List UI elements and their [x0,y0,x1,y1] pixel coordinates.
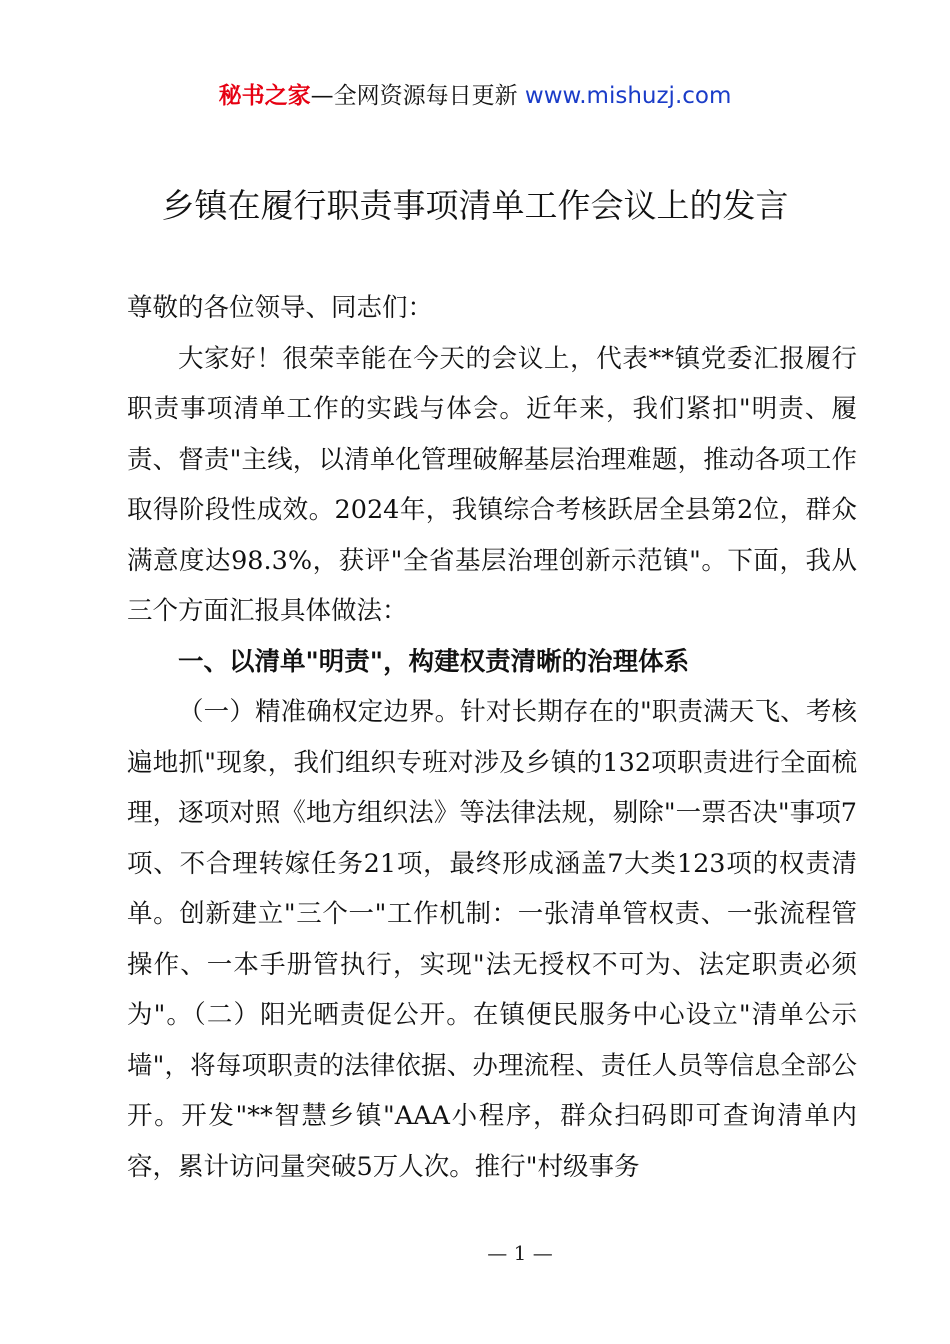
site-brand: 秘书之家 [218,83,311,109]
paragraph-opening: 大家好！很荣幸能在今天的会议上，代表**镇党委汇报履行职责事项清单工作的实践与体会。近年来，我们紧扣"明责、履责、督责"主线，以清单化管理破解基层治理难题，推动各项工作取得阶段性成效。2024年，我镇综合考核跃居全县第2位，群众满意度达98.3%，获评"全省基层治理创新示范镇"。下面，我从三个方面汇报具体做法： [127,343,857,626]
document-title: 乡镇在履行职责事项清单工作会议上的发言 [161,186,789,225]
salutation: 尊敬的各位领导、同志们： [127,293,434,323]
site-tagline: —全网资源每日更新 [310,83,525,109]
document-body [127,283,857,1192]
section-heading-1: 一、以清单"明责"，构建权责清晰的治理体系 [178,646,690,677]
page-number: — 1 — [487,1241,553,1265]
paragraph-section-1-body: （一）精准确权定边界。针对长期存在的"职责满天飞、考核遍地抓"现象，我们组织专班对涉及乡镇的132项职责进行全面梳理，逐项对照《地方组织法》等法律法规，剔除"一票否决"事项7项、不合理转嫁任务21项，最终形成涵盖7大类123项的权责清单。创新建立"三个一"工作机制：一张清单管权责、一张流程管操作、一本手册管执行，实现"法无授权不可为、法定职责必须为"。（二）阳光晒责促公开。在镇便民服务中心设立"清单公示墙"，将每项职责的法律依据、办理流程、责任人员等信息全部公开。开发"**智慧乡镇"AAA小程序，群众扫码即可查询清单内容，累计访问量突破5万人次。推行"村级事务 [127,697,857,1182]
site-url[interactable]: www.mishuzj.com [524,83,732,109]
site-banner [0,80,950,112]
